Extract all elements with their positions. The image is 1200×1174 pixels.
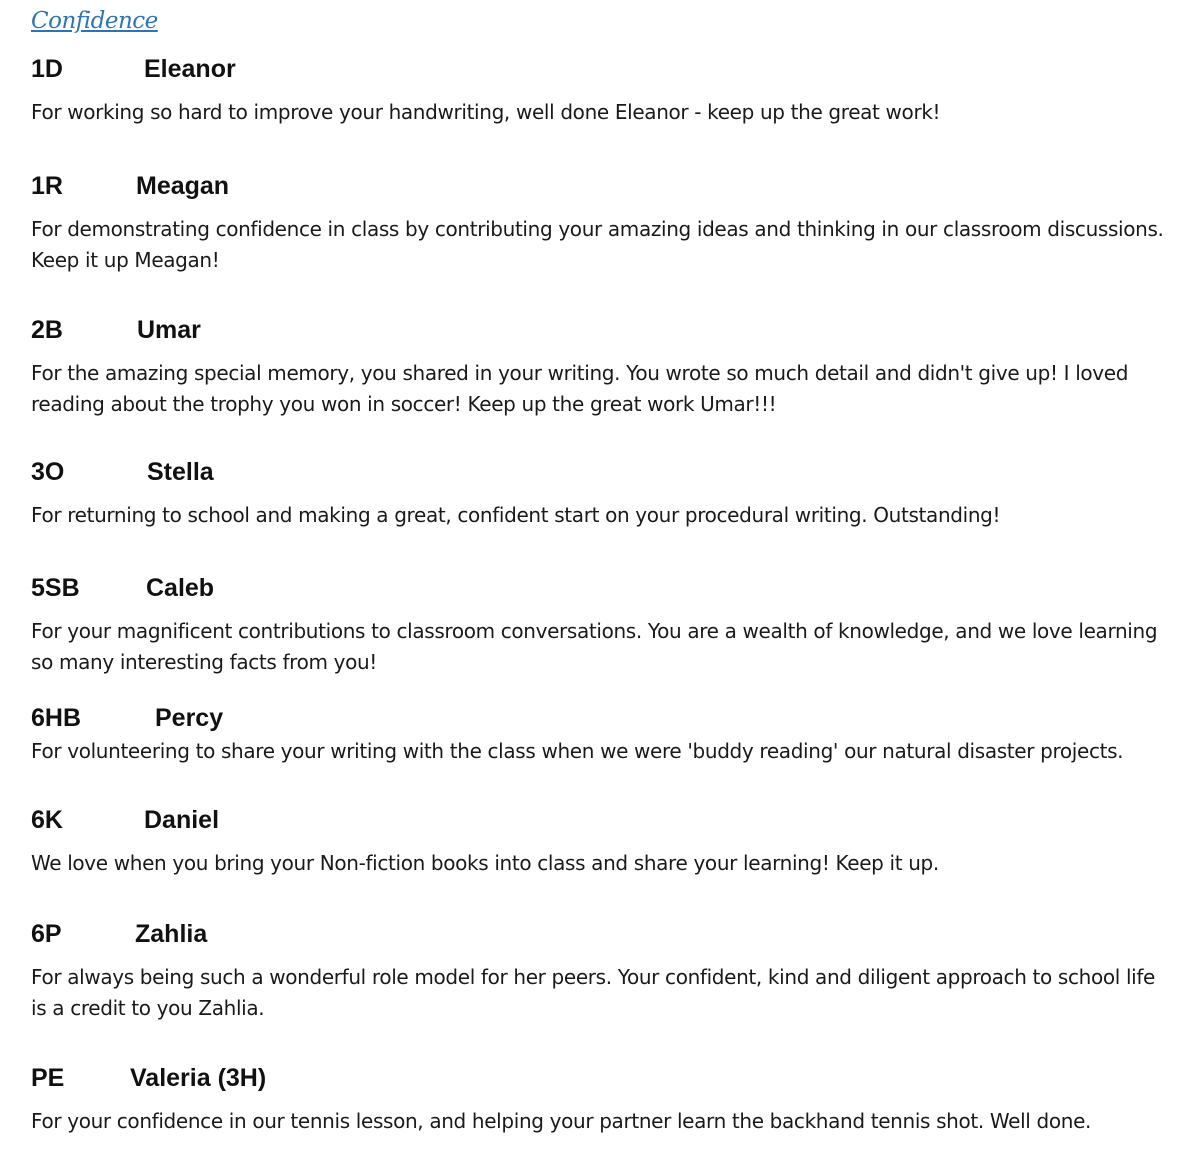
award-entry-6hb <box>31 704 1171 767</box>
award-entry-1r <box>31 172 1171 276</box>
entry-header <box>31 316 1171 348</box>
award-description: For your magnificent contributions to classroom conversations. You are a wealth of knowledge, and we love learning so many interesting facts from you! <box>31 619 1158 674</box>
student-name: Stella <box>147 458 214 486</box>
award-description: For your confidence in our tennis lesson, and helping your partner learn the backhand tennis shot. Well done. <box>31 1109 1092 1133</box>
class-code: 5SB <box>31 574 80 602</box>
award-description: For working so hard to improve your handwriting, well done Eleanor - keep up the great work! <box>31 100 941 124</box>
entry-header <box>31 920 1171 952</box>
entry-header <box>31 55 1171 87</box>
entry-header <box>31 806 1171 838</box>
student-name: Eleanor <box>144 55 236 83</box>
class-code: 3O <box>31 458 65 486</box>
class-code: 2B <box>31 316 63 344</box>
entry-header <box>31 704 1171 736</box>
award-entry-2b <box>31 316 1171 420</box>
student-name: Percy <box>155 704 224 732</box>
student-name: Zahlia <box>135 920 208 948</box>
award-entry-5sb <box>31 574 1171 678</box>
student-name: Valeria (3H) <box>130 1064 267 1092</box>
section-heading: Confidence <box>31 8 158 34</box>
award-description: For returning to school and making a great, confident start on your procedural writing. Outstanding! <box>31 503 1001 527</box>
class-code: 6HB <box>31 704 82 732</box>
student-name: Caleb <box>146 574 215 602</box>
student-name: Meagan <box>136 172 230 200</box>
entry-header <box>31 172 1171 204</box>
class-code: PE <box>31 1064 65 1092</box>
student-name: Daniel <box>144 806 220 834</box>
class-code: 6P <box>31 920 62 948</box>
entry-header <box>31 574 1171 606</box>
class-code: 1D <box>31 55 63 83</box>
entry-header <box>31 1064 1171 1096</box>
award-description: For the amazing special memory, you shared in your writing. You wrote so much detail and didn't give up! I loved reading about the trophy you won in soccer! Keep up the great work Umar!!! <box>31 361 1129 416</box>
award-entry-pe <box>31 1064 1171 1137</box>
entry-header <box>31 458 1171 490</box>
class-code: 6K <box>31 806 63 834</box>
class-code: 1R <box>31 172 63 200</box>
student-name: Umar <box>137 316 201 344</box>
award-entry-6p <box>31 920 1171 1024</box>
award-description: We love when you bring your Non-fiction books into class and share your learning! Keep it up. <box>31 851 939 875</box>
award-description: For demonstrating confidence in class by contributing your amazing ideas and thinking in our classroom discussions. Keep it up Meagan! <box>31 217 1164 272</box>
award-description: For volunteering to share your writing with the class when we were 'buddy reading' our natural disaster projects. <box>31 739 1124 763</box>
award-entry-1d <box>31 55 1171 128</box>
award-entry-6k <box>31 806 1171 879</box>
award-entry-3o <box>31 458 1171 531</box>
award-description: For always being such a wonderful role model for her peers. Your confident, kind and diligent approach to school life is a credit to you Zahlia. <box>31 965 1156 1020</box>
